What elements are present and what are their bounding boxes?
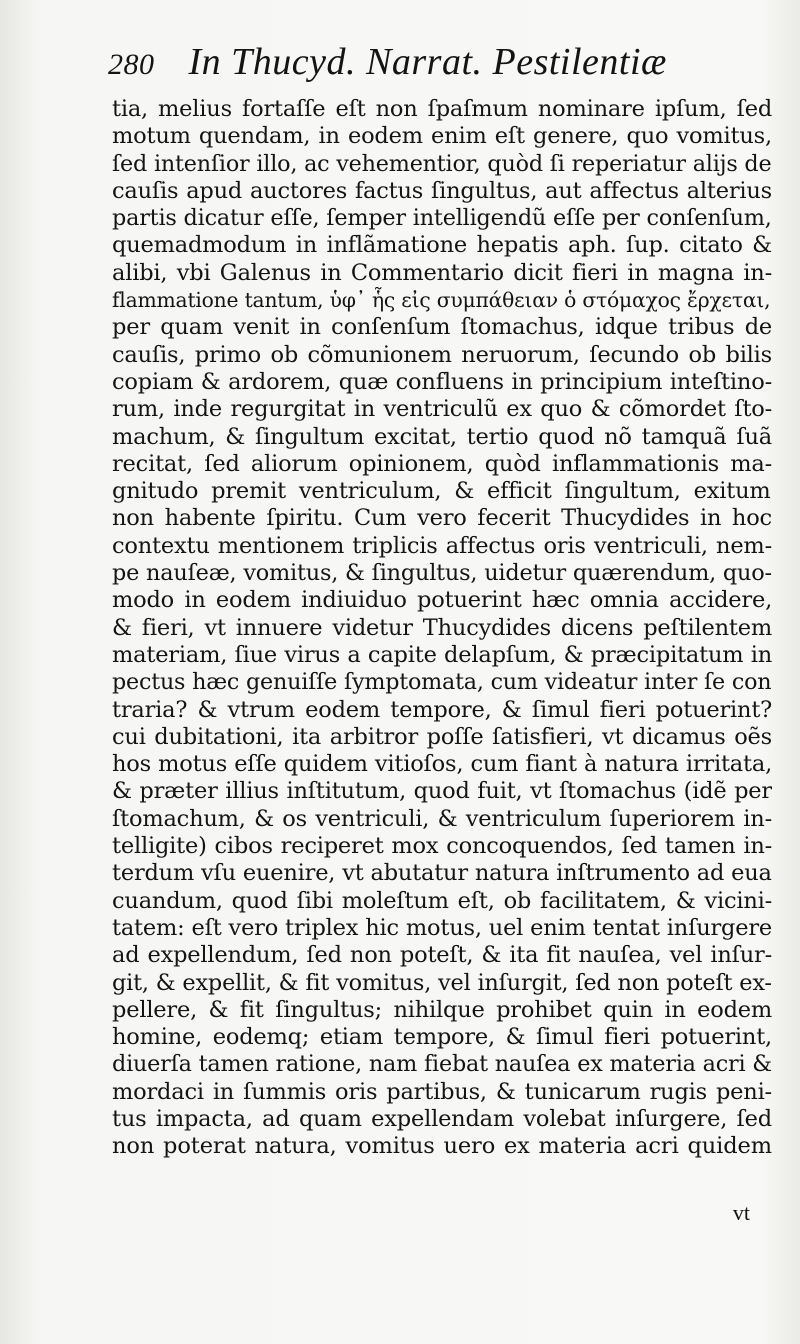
text-line: materiam, ſiue virus a capite delapſum, & præcipitatum in (112, 641, 772, 668)
text-line: & præter illius inſtitutum, quod fuit, vt ſtomachus (idẽ per (112, 778, 772, 805)
text-line: ſtomachum, & os ventriculi, & ventriculum ſuperiorem in- (112, 805, 772, 832)
text-line: cauſis apud auctores factus ſingultus, aut affectus alterius (112, 177, 772, 204)
text-line: mordaci in ſummis oris partibus, & tunicarum rugis peni- (112, 1078, 772, 1105)
text-line: contextu mentionem triplicis affectus oris ventriculi, nem- (112, 532, 772, 559)
text-line: tus impacta, ad quam expellendam volebat inſurgere, ſed (112, 1105, 772, 1132)
text-line-greek: flammatione tantum, ὑφ᾽ ἧς εἰς συμπάθειαν ὁ στόμαχος ἔρχεται, (112, 288, 771, 313)
text-line: quemadmodum in inflãmatione hepatis aph. ſup. citato & (112, 232, 772, 259)
text-line: alibi, vbi Galenus in Commentario dicit fieri in magna in- (112, 259, 772, 286)
catchword: vt (732, 1200, 750, 1225)
text-line: hos motus eſſe quidem vitioſos, cum fiant à natura irritata, (112, 751, 772, 778)
text-line: copiam & ardorem, quæ confluens in principium inteſtino- (112, 368, 772, 395)
text-line: tatem: eſt vero triplex hic motus, uel enim tentat inſurgere (112, 914, 772, 941)
text-line: motum quendam, in eodem enim eſt genere, quo vomitus, (112, 123, 772, 150)
text-line: ad expellendum, ſed non poteſt, & ita fit nauſea, vel inſur- (112, 942, 772, 969)
text-line: cauſis, primo ob cõmunionem neruorum, ſecundo ob bilis (112, 341, 772, 368)
text-line: pe nauſeæ, vomitus, & ſingultus, uidetur quærendum, quo- (112, 560, 772, 587)
text-line: partis dicatur eſſe, ſemper intelligendũ eſſe per conſenſum, (112, 205, 772, 232)
page-number: 280 (108, 48, 155, 81)
text-line: tia, melius fortaſſe eſt non ſpaſmum nominare ipſum, ſed (112, 96, 772, 122)
text-line: rum, inde regurgitat in ventriculũ ex quo & cõmordet ſto- (112, 396, 772, 423)
text-line: homine, eodemq; etiam tempore, & ſimul fieri potuerint, (112, 1024, 772, 1051)
text-line: git, & expellit, & fit vomitus, vel inſurgit, ſed non poteſt ex- (112, 969, 772, 996)
text-line: machum, & ſingultum excitat, tertio quod nõ tamquã ſuã (112, 423, 772, 450)
text-line: cuandum, quod ſibi moleſtum eſt, ob facilitatem, & vicini- (112, 887, 772, 914)
text-line: telligite) cibos reciperet mox concoquendos, ſed tamen in- (112, 833, 772, 860)
running-title: In Thucyd. Narrat. Pestilentiæ (188, 41, 667, 83)
text-line: cui dubitationi, ita arbitror poſſe ſatisfieri, vt dicamus oẽs (112, 723, 772, 750)
text-line: pectus hæc genuiſſe ſymptomata, cum videatur inter ſe con (112, 669, 772, 696)
text-line: traria? & vtrum eodem tempore, & ſimul fieri potuerint? (112, 696, 772, 723)
text-line: & fieri, vt innuere videtur Thucydides dicens peſtilentem (112, 614, 772, 641)
text-line: non poterat natura, vomitus uero ex materia acri quidem (112, 1133, 772, 1160)
running-head (108, 40, 788, 90)
body-text (112, 96, 772, 1161)
text-line: recitat, ſed aliorum opinionem, quòd inflammationis ma- (112, 450, 772, 477)
text-line: modo in eodem indiuiduo potuerint hæc omnia accidere, (112, 587, 772, 614)
text-line: ſed intenſior illo, ac vehementior, quòd ſi reperiatur alijs de (112, 150, 772, 177)
text-line: per quam venit in conſenſum ſtomachus, idque tribus de (112, 314, 772, 341)
text-line: diuerſa tamen ratione, nam fiebat nauſea ex materia acri & (112, 1051, 772, 1078)
text-line: terdum vſu euenire, vt abutatur natura inſtrumento ad eua (112, 860, 772, 887)
text-line: gnitudo premit ventriculum, & efficit ſingultum, exitum (112, 478, 771, 505)
text-line: pellere, & fit ſingultus; nihilque prohibet quin in eodem (112, 996, 772, 1023)
text-line: non habente ſpiritu. Cum vero fecerit Thucydides in hoc (112, 505, 772, 532)
